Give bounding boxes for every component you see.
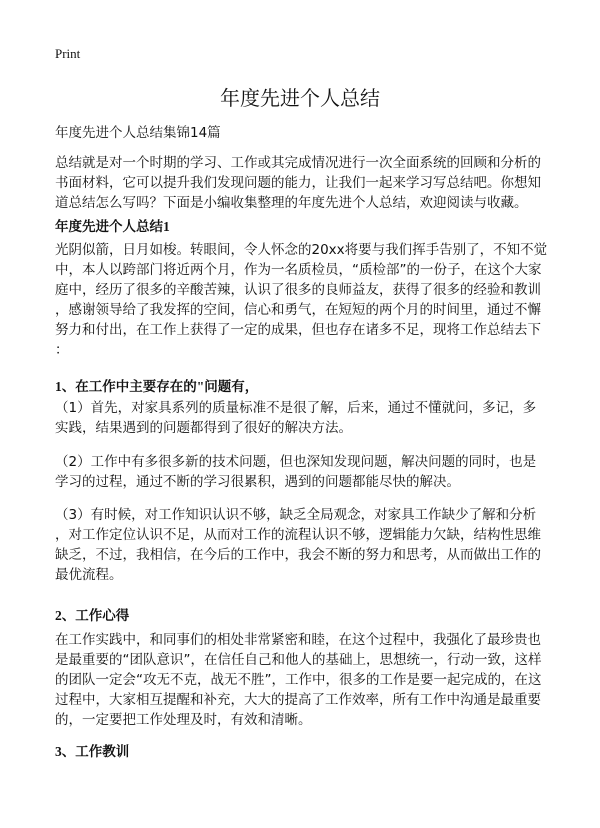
heading-problems: 1、在工作中主要存在的"问题有， (55, 379, 259, 394)
line: 最优流程。 (55, 567, 123, 583)
line: （2）工作中有多很多新的技术问题，但也深知发现问题，解决问题的同时，也是 (55, 454, 537, 470)
page-title: 年度先进个人总结 (220, 86, 380, 110)
line: （3）有时候，对工作知识认识不够，缺乏全局观念，对家具工作缺少了解和分析 (55, 507, 537, 523)
line: 过程中，大家相互提醒和补充，大大的提高了工作效率，所有工作中沟通是最重要 (55, 692, 541, 708)
line: ，对工作定位认识不足，从而对工作的流程认识不够，逻辑能力欠缺，结构性思维 (55, 527, 541, 543)
heading-experience: 2、工作心得 (55, 608, 130, 623)
line: 总结就是对一个时期的学习、工作或其完成情况进行一次全面系统的回顾和分析的 (55, 155, 541, 171)
line: 学习的过程，通过不断的学习很累积，遇到的问题都能尽快的解决。 (55, 474, 460, 490)
line: ： (55, 342, 69, 358)
line: （1）首先，对家具系列的质量标准不是很了解，后来，通过不懂就问，多记，多 (55, 400, 537, 416)
intro-paragraph (55, 153, 555, 213)
experience-paragraph (55, 630, 555, 730)
heading-lessons: 3、工作教训 (55, 744, 130, 759)
line: 缺乏，不过，我相信，在今后的工作中，我会不断的努力和思考，从而做出工作的 (55, 547, 541, 563)
section1-paragraph (55, 240, 555, 360)
item-1 (55, 398, 555, 438)
line: 的，一定要把工作处理及时，有效和清晰。 (55, 712, 312, 728)
subtitle: 年度先进个人总结集锦14篇 (55, 125, 221, 141)
line: 努力和付出，在工作上获得了一定的成果，但也存在诸多不足，现将工作总结去下 (55, 322, 541, 338)
print-link[interactable]: Print (55, 46, 81, 61)
section-heading: 年度先进个人总结1 (55, 219, 170, 234)
line: 的团队一定会“攻无不克，战无不胜”，工作中，很多的工作是要一起完成的，在这 (55, 672, 542, 688)
line: 中，本人以跨部门将近两个月，作为一名质检员，“质检部”的一份子，在这个大家 (55, 262, 542, 278)
line: 在工作实践中，和同事们的相处非常紧密和睦，在这个过程中，我强化了最珍贵也 (55, 632, 541, 648)
item-3 (55, 505, 555, 585)
line: 实践，结果遇到的问题都得到了很好的解决方法。 (55, 420, 352, 436)
line: 道总结怎么写吗？下面是小编收集整理的年度先进个人总结，欢迎阅读与收藏。 (55, 195, 528, 211)
line: 是最重要的“团队意识”，在信任自己和他人的基础上，思想统一，行动一致，这样 (55, 652, 542, 668)
line: 光阴似箭，日月如梭。转眼间，令人怀念的20xx将要与我们挥手告别了，不知不觉 (55, 242, 548, 258)
item-2 (55, 452, 555, 492)
line: 书面材料，它可以提升我们发现问题的能力，让我们一起来学习写总结吧。你想知 (55, 175, 541, 191)
line: ，感谢领导给了我发挥的空间，信心和勇气，在短短的两个月的时间里，通过不懈 (55, 302, 541, 318)
line: 庭中，经历了很多的辛酸苦辣，认识了很多的良师益友，获得了很多的经验和教训 (55, 282, 541, 298)
